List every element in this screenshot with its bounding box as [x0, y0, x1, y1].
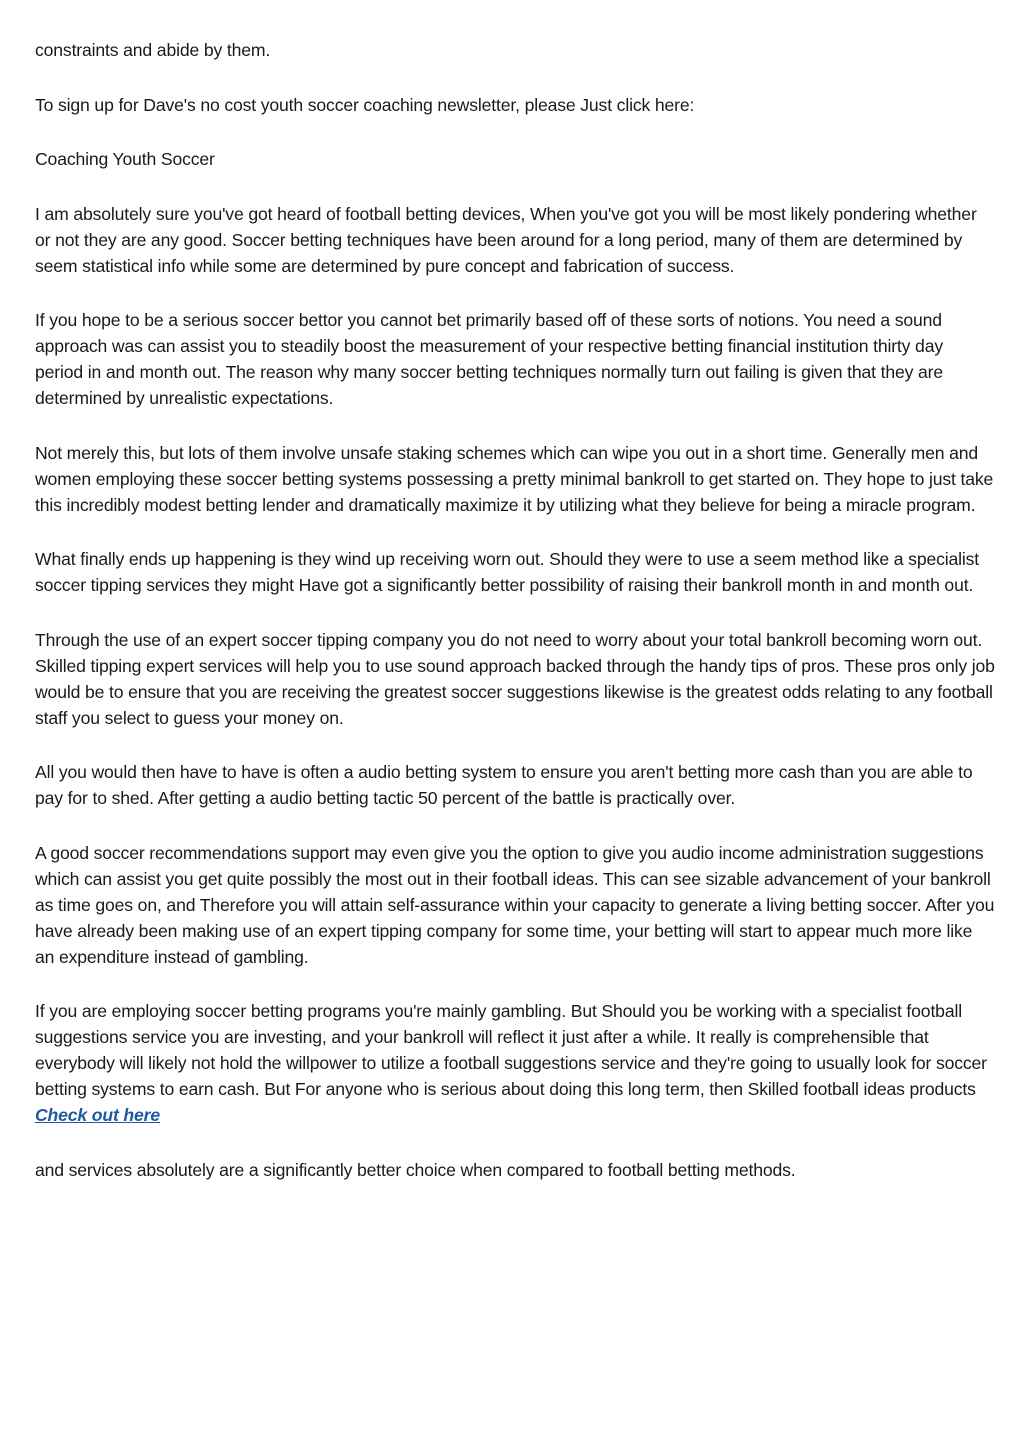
paragraph: Not merely this, but lots of them involve unsafe staking schemes which can wipe you out in a short time. Generally men and women employing these soccer betting systems possessing a pretty minimal bankroll to get started on. They hope to just take this incredibly modest betting lender and dramatically maximize it by utilizing what they believe for being a miracle program. — [35, 442, 994, 515]
document-body — [35, 37, 995, 1211]
paragraph: What finally ends up happening is they wind up receiving worn out. Should they were to use a seem method like a specialist soccer tipping services they might Have got a significantly better possibility of raising their bankroll month in and month out. — [35, 549, 980, 595]
paragraph: I am absolutely sure you've got heard of football betting devices, When you've got you will be most likely pondering whether or not they are any good. Soccer betting techniques have been around for a long period, many of them are determined by seem statistical info while some are determined by pure concept and fabrication of success. — [35, 203, 977, 276]
section-title: Coaching Youth Soccer — [35, 149, 215, 169]
paragraph-text: If you are employing soccer betting programs you're mainly gambling. But Should you be working with a specialist football suggestions service you are investing, and your bankroll will reflect it just after a while. It really is comprehensible that everybody will likely not hold the willpower to utilize a football suggestions service and they're going to usually look for soccer betting systems to earn cash. But For anyone who is serious about doing this long term, then Skilled football ideas products — [35, 1001, 987, 1099]
paragraph: If you hope to be a serious soccer bettor you cannot bet primarily based off of these sorts of notions. You need a sound approach was can assist you to steadily boost the measurement of your respective betting financial institution thirty day period in and month out. The reason why many soccer betting techniques normally turn out failing is given that they are determined by unrealistic expectations. — [35, 310, 943, 408]
check-out-here-link[interactable]: Check out here — [35, 1105, 160, 1125]
paragraph: All you would then have to have is often a audio betting system to ensure you aren't betting more cash than you are able to pay for to shed. After getting a audio betting tactic 50 percent of the battle is practically over. — [35, 762, 973, 808]
paragraph: and services absolutely are a significantly better choice when compared to football betting methods. — [35, 1159, 796, 1180]
paragraph: To sign up for Dave's no cost youth soccer coaching newsletter, please Just click here: — [35, 94, 695, 115]
paragraph: Through the use of an expert soccer tipping company you do not need to worry about your total bankroll becoming worn out. Skilled tipping expert services will help you to use sound approach backed through the handy tips of pros. These pros only job would be to ensure that you are receiving the greatest soccer suggestions likewise is the greatest odds relating to any football staff you select to guess your money on. — [35, 629, 995, 728]
paragraph: constraints and abide by them. — [35, 40, 271, 60]
paragraph-with-link — [35, 998, 995, 1128]
paragraph: A good soccer recommendations support may even give you the option to give you audio income administration suggestions which can assist you get quite possibly the most out in their football ideas. This can see sizable advancement of your bankroll as time goes on, and Therefore you will attain self-assurance within your capacity to generate a living betting soccer. After you have already been making use of an expert tipping company for some time, your betting will start to appear much more like an expenditure instead of gambling. — [35, 842, 995, 967]
